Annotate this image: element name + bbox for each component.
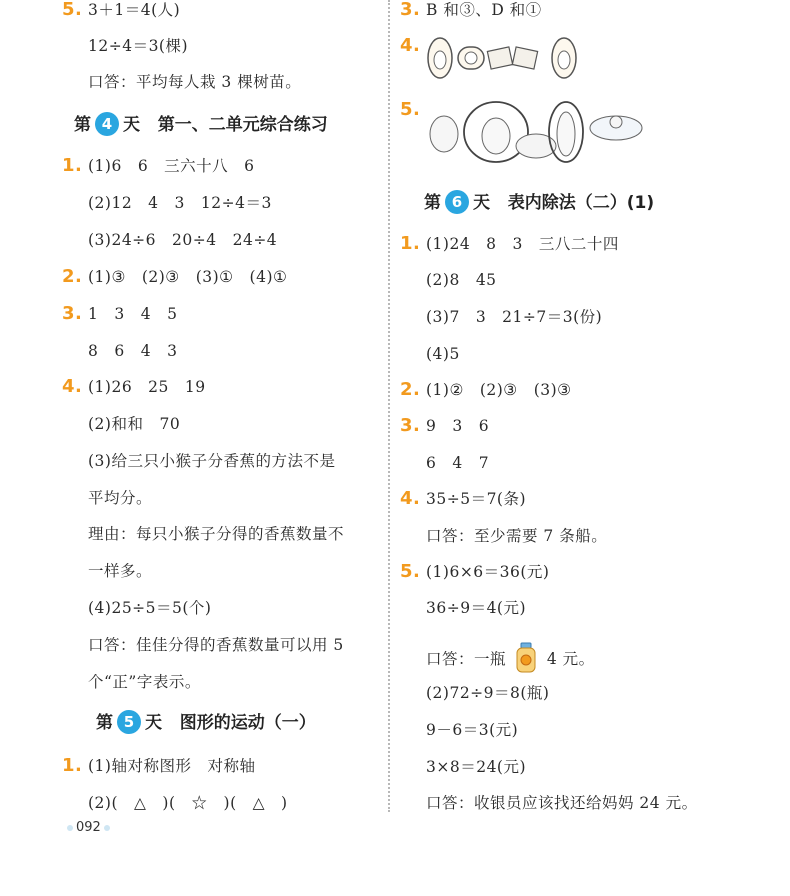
day-badge: 4 <box>95 112 119 136</box>
answer-line: 2. (1)② (2)③ (3)③ <box>400 379 572 400</box>
answer-line: 6 4 7 <box>426 454 490 472</box>
answer-line: 1. (1)6 6 三六十八 6 <box>62 155 255 176</box>
answer-line: 3. 9 3 6 <box>400 415 490 436</box>
answer-line: (2)和和 70 <box>88 415 181 433</box>
answer-line: 一样多。 <box>88 562 153 580</box>
answer-line: (4)25÷5＝5(个) <box>88 599 212 617</box>
bird-pictures <box>426 100 646 164</box>
answer-line: 36÷9＝4(元) <box>426 599 527 617</box>
answer-line: (2)72÷9＝8(瓶) <box>426 684 550 702</box>
answer-line: 3. 1 3 4 5 <box>62 303 178 324</box>
jar-icon <box>514 642 538 674</box>
answer-line: (3)给三只小猴子分香蕉的方法不是 <box>88 452 336 470</box>
answer-line: 4. (1)26 25 19 <box>62 376 206 397</box>
day-badge: 5 <box>117 710 141 734</box>
section-heading-day5: 第 5 天 图形的运动（一） <box>96 709 316 737</box>
answer-line: 3×8＝24(元) <box>426 758 527 776</box>
answer-line: 口答：佳佳分得的香蕉数量可以用 5 <box>88 636 344 654</box>
answer-line: 2. (1)③ (2)③ (3)① (4)① <box>62 266 288 287</box>
answer-line: 5. <box>400 99 421 120</box>
answer-line: (2)12 4 3 12÷4＝3 <box>88 194 272 212</box>
rabbit-pictures <box>426 36 580 80</box>
answer-line: 4. <box>400 35 421 56</box>
answer-line: 12÷4＝3(棵) <box>88 37 189 55</box>
page-dot <box>104 825 110 831</box>
answer-line: (4)5 <box>426 345 460 363</box>
answer-line: 3. B 和③、D 和① <box>400 0 542 20</box>
answer-line: 口答：收银员应该找还给妈妈 24 元。 <box>426 794 698 812</box>
section-heading-day4: 第 4 天 第一、二单元综合练习 <box>74 111 328 139</box>
answer-line: 4. 35÷5＝7(条) <box>400 488 527 509</box>
page-number: 092 <box>64 820 113 835</box>
answer-line: (2)( △ )( ☆ )( △ ) <box>88 794 288 812</box>
page-dot <box>67 825 73 831</box>
answer-line: (3)24÷6 20÷4 24÷4 <box>88 231 278 249</box>
answer-line: 个“正”字表示。 <box>88 673 201 691</box>
answer-line: 8 6 4 3 <box>88 342 178 360</box>
answer-line: 5. 3＋1＝4(人) <box>62 0 181 20</box>
answer-line: (3)7 3 21÷7＝3(份) <box>426 308 603 326</box>
answer-line: (2)8 45 <box>426 271 497 289</box>
column-divider <box>388 0 390 812</box>
answer-line: 口答：平均每人栽 3 棵树苗。 <box>88 73 302 91</box>
section-heading-day6: 第 6 天 表内除法（二）(1) <box>424 189 654 217</box>
answer-line: 平均分。 <box>88 489 153 507</box>
answer-line: 1. (1)轴对称图形 对称轴 <box>62 755 256 776</box>
answer-line: 理由：每只小猴子分得的香蕉数量不 <box>88 525 345 543</box>
answer-line: 口答：一瓶 4 元。 <box>426 642 595 674</box>
answer-line: 1. (1)24 8 3 三八二十四 <box>400 233 619 254</box>
answer-line: 9－6＝3(元) <box>426 721 519 739</box>
day-badge: 6 <box>445 190 469 214</box>
answer-line: 口答：至少需要 7 条船。 <box>426 527 608 545</box>
answer-line: 5. (1)6×6＝36(元) <box>400 561 550 582</box>
